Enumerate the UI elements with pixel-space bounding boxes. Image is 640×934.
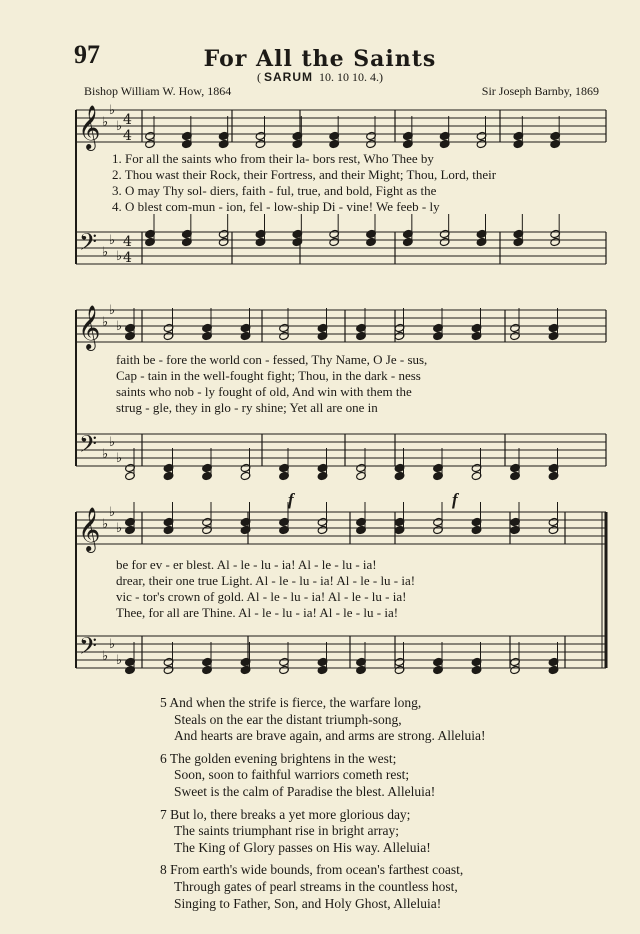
verse-number: 5 bbox=[160, 695, 167, 710]
verse-line: The saints triumphant rise in bright array; bbox=[174, 823, 399, 839]
flat-icon: ♭ bbox=[116, 451, 123, 466]
lyric-line: faith be - fore the world con - fessed, Thy Name, O Je - sus, bbox=[116, 352, 428, 367]
lyrics-system-1 bbox=[112, 151, 602, 215]
lyric-line: saints who nob - ly fought of old, And win with them the bbox=[116, 384, 412, 399]
lyric-line: 3. O may Thy sol- diers, faith - ful, true, and bold, Fight as the bbox=[112, 183, 437, 198]
verse-line: And hearts are brave again, and arms are strong. Alleluia! bbox=[174, 728, 486, 744]
verse-number: 8 bbox=[160, 862, 167, 878]
meter: 10. 10 10. 4. bbox=[319, 70, 379, 84]
flat-icon: ♭ bbox=[109, 303, 116, 318]
time-signature: 4 bbox=[123, 250, 132, 266]
flat-icon: ♭ bbox=[109, 435, 116, 450]
lyrics-system-2 bbox=[116, 352, 606, 416]
treble-clef-icon: 𝄞 bbox=[78, 507, 101, 551]
dynamic-forte: f bbox=[288, 490, 294, 509]
tune-name: SARUM bbox=[264, 70, 313, 84]
time-signature: 4 bbox=[123, 128, 132, 144]
extra-verses bbox=[160, 695, 486, 918]
bass-clef-icon: 𝄢 bbox=[79, 632, 98, 665]
author: Bishop William W. How, 1864 bbox=[84, 84, 232, 98]
verse-5 bbox=[160, 695, 486, 745]
lyric-line: vic - tor's crown of gold. Al - le - lu - ia! Al - le - lu - ia! bbox=[116, 589, 407, 604]
flat-icon: ♭ bbox=[109, 103, 116, 118]
verse-line: Steals on the ear the distant triumph-song, bbox=[174, 711, 402, 727]
time-signature: 4 bbox=[123, 112, 132, 128]
lyric-line: strug - gle, they in glo - ry shine; Yet all are one in bbox=[116, 400, 378, 415]
lyric-line: drear, their one true Light. Al - le - lu - ia! Al - le - lu - ia! bbox=[116, 573, 416, 588]
verse-line: Soon, soon to faithful warriors cometh rest; bbox=[174, 767, 410, 783]
time-signature: 4 bbox=[123, 234, 132, 250]
verse-7 bbox=[160, 807, 486, 857]
lyric-line: be for ev - er blest. Al - le - lu - ia! Al - le - lu - ia! bbox=[116, 557, 377, 572]
verse-6 bbox=[160, 751, 486, 801]
dynamic-forte: f bbox=[452, 490, 458, 509]
lyric-line: 2. Thou wast their Rock, their Fortress, and their Might; Thou, Lord, their bbox=[112, 167, 497, 182]
flat-icon: ♭ bbox=[116, 119, 123, 134]
flat-icon: ♭ bbox=[116, 653, 123, 668]
verse-line: And when the strife is fierce, the warfare long, bbox=[169, 695, 422, 710]
hymn-number: 97 bbox=[74, 40, 100, 69]
lyric-line: Thee, for all are Thine. Al - le - lu - ia! Al - le - lu - ia! bbox=[116, 605, 399, 620]
flat-icon: ♭ bbox=[116, 521, 123, 536]
flat-icon: ♭ bbox=[102, 115, 109, 130]
flat-icon: ♭ bbox=[102, 447, 109, 462]
composer: Sir Joseph Barnby, 1869 bbox=[481, 84, 599, 98]
lyric-line: 1. For all the saints who from their la- bors rest, Who Thee by bbox=[112, 151, 434, 166]
flat-icon: ♭ bbox=[109, 233, 116, 248]
lyric-line: Cap - tain in the well-fought fight; Thou, in the dark - ness bbox=[116, 368, 421, 383]
tune-info: ( SARUM 10. 10 10. 4.) bbox=[257, 70, 383, 84]
verse-number: 6 bbox=[160, 750, 167, 766]
flat-icon: ♭ bbox=[116, 319, 123, 334]
lyrics-system-3 bbox=[116, 557, 606, 621]
verse-line: From earth's wide bounds, from ocean's farthest coast, bbox=[170, 862, 464, 878]
treble-clef-icon: 𝄞 bbox=[78, 105, 101, 149]
verse-number: 7 bbox=[160, 806, 167, 822]
treble-clef-icon: 𝄞 bbox=[78, 305, 101, 349]
flat-icon: ♭ bbox=[116, 249, 123, 264]
flat-icon: ♭ bbox=[109, 637, 116, 652]
hymn-title: For All the Saints bbox=[203, 46, 437, 72]
verse-line: Through gates of pearl streams in the countless host, bbox=[174, 878, 458, 894]
bass-clef-icon: 𝄢 bbox=[79, 430, 98, 463]
verse-line: Singing to Father, Son, and Holy Ghost, Alleluia! bbox=[174, 895, 442, 911]
bass-clef-icon: 𝄢 bbox=[79, 228, 98, 261]
flat-icon: ♭ bbox=[109, 505, 116, 520]
flat-icon: ♭ bbox=[102, 649, 109, 664]
flat-icon: ♭ bbox=[102, 245, 109, 260]
verse-line: Sweet is the calm of Paradise the blest. Alleluia! bbox=[174, 783, 436, 799]
verse-8 bbox=[160, 862, 486, 912]
verse-line: The King of Glory passes on His way. Alleluia! bbox=[174, 839, 431, 855]
verse-line: The golden evening brightens in the west; bbox=[169, 750, 397, 766]
flat-icon: ♭ bbox=[102, 315, 109, 330]
flat-icon: ♭ bbox=[102, 517, 109, 532]
lyric-line: 4. O blest com-mun - ion, fel - low-ship Di - vine! We feeb - ly bbox=[112, 199, 440, 214]
verse-line: But lo, there breaks a yet more glorious day; bbox=[170, 806, 411, 822]
